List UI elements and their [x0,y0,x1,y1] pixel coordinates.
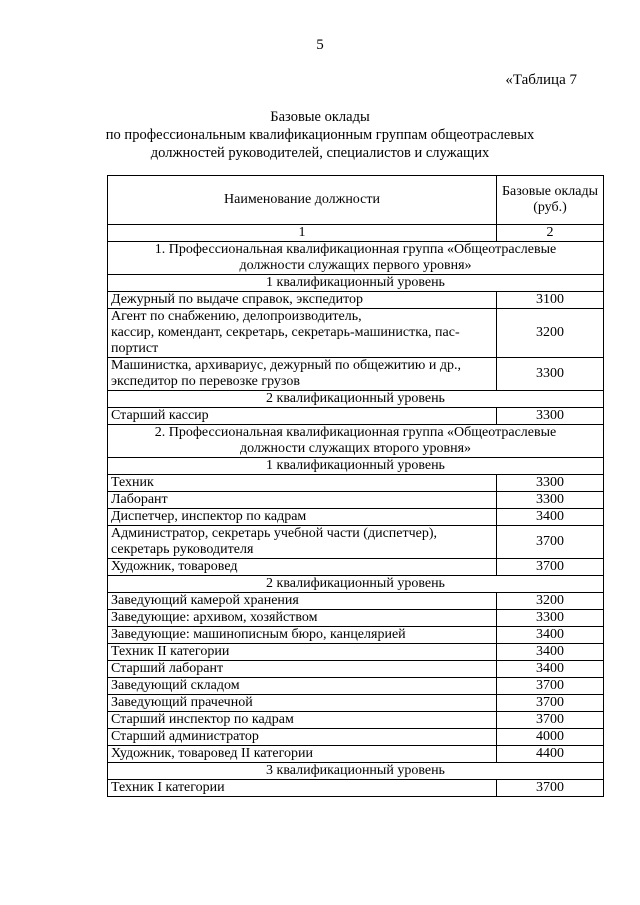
document-title [0,108,640,162]
table-row [108,661,604,678]
level-header-row [108,275,604,292]
position-name [108,746,497,763]
salary-value: 3400 [497,661,604,678]
position-name-line: Техник II категории [111,644,230,659]
position-name [108,729,497,746]
column-number-1: 1 [108,225,497,242]
position-name-line: Художник, товаровед [111,559,238,574]
table-row [108,746,604,763]
position-name-line: Диспетчер, инспектор по кадрам [111,509,307,524]
table-row [108,627,604,644]
salary-value: 3200 [497,593,604,610]
position-name [108,712,497,729]
position-name [108,627,497,644]
table-row [108,358,604,391]
group-title-line: должности служащих второго уровня» [239,441,472,456]
table-row [108,593,604,610]
position-name-line: Заведующий прачечной [111,695,253,710]
salary-table [107,175,604,797]
salary-value: 4000 [497,729,604,746]
salary-value: 3700 [497,678,604,695]
position-name [108,593,497,610]
position-name [108,358,497,391]
table-row [108,475,604,492]
table-label: «Таблица 7 [505,72,577,88]
group-title [108,242,604,275]
position-name-line: Администратор, секретарь учебной части (диспетчер), [111,526,438,541]
position-name-line: секретарь руководителя [111,542,254,557]
table-row [108,492,604,509]
position-name-line: Техник [111,475,154,490]
salary-value: 3700 [497,526,604,559]
table-row [108,695,604,712]
level-label: 3 квалификационный уровень [108,763,604,780]
position-name-line: Лаборант [111,492,168,507]
table-row [108,712,604,729]
page-number: 5 [316,37,324,53]
table-row [108,644,604,661]
level-label: 1 квалификационный уровень [108,458,604,475]
salary-value: 3300 [497,492,604,509]
position-name [108,526,497,559]
position-name [108,678,497,695]
level-label: 2 квалификационный уровень [108,391,604,408]
group-title-line: 1. Профессиональная квалификационная группа «Общеотраслевые [154,242,557,257]
position-name [108,492,497,509]
position-name [108,644,497,661]
position-name [108,309,497,358]
salary-value: 3700 [497,695,604,712]
group-header-row [108,242,604,275]
position-name-line: экспедитор по перевозке грузов [111,374,300,389]
salary-value: 3200 [497,309,604,358]
table-row [108,292,604,309]
position-name-line: кассир, комендант, секретарь, секретарь-машинистка, пас- [111,325,460,340]
title-line: должностей руководителей, специалистов и служащих [150,145,490,161]
position-name-line: Заведующие: машинописным бюро, канцелярией [111,627,406,642]
level-header-row [108,763,604,780]
salary-value: 3100 [497,292,604,309]
group-title-line: должности служащих первого уровня» [239,258,472,273]
salary-value: 3700 [497,559,604,576]
position-name-line: Техник I категории [111,780,225,795]
position-name-line: Художник, товаровед II категории [111,746,313,761]
position-name-line: Заведующий складом [111,678,240,693]
column-number-row [108,225,604,242]
position-name [108,559,497,576]
table-row [108,509,604,526]
table-row [108,526,604,559]
column-header-position: Наименование должности [108,176,497,225]
salary-value: 3300 [497,358,604,391]
salary-value: 4400 [497,746,604,763]
position-name-line: Старший администратор [111,729,259,744]
position-name-line: Машинистка, архивариус, дежурный по общежитию и др., [111,358,461,373]
group-title-line: 2. Профессиональная квалификационная группа «Общеотраслевые [154,425,557,440]
table-row [108,309,604,358]
salary-value: 3400 [497,509,604,526]
level-label: 1 квалификационный уровень [108,275,604,292]
position-name-line: Заведующий камерой хранения [111,593,299,608]
title-line: по профессиональным квалификационным группам общеотраслевых [105,127,535,143]
position-name [108,695,497,712]
salary-value: 3300 [497,610,604,627]
position-name-line: портист [111,341,159,356]
table-row [108,729,604,746]
position-name-line: Заведующие: архивом, хозяйством [111,610,318,625]
position-name [108,408,497,425]
title-line: Базовые оклады [270,109,370,125]
position-name [108,610,497,627]
salary-value: 3700 [497,780,604,797]
table-row [108,408,604,425]
table-row [108,559,604,576]
table-row [108,610,604,627]
position-name [108,661,497,678]
salary-value: 3300 [497,475,604,492]
position-name-line: Старший лаборант [111,661,224,676]
position-name-line: Старший кассир [111,408,209,423]
salary-value: 3400 [497,644,604,661]
position-name [108,292,497,309]
position-name-line: Агент по снабжению, делопроизводитель, [111,309,362,324]
salary-value: 3300 [497,408,604,425]
group-title [108,425,604,458]
position-name-line: Дежурный по выдаче справок, экспедитор [111,292,364,307]
position-name [108,780,497,797]
level-header-row [108,458,604,475]
position-name [108,509,497,526]
table-row [108,678,604,695]
level-label: 2 квалификационный уровень [108,576,604,593]
column-header-salary-line2: (руб.) [533,200,567,215]
group-header-row [108,425,604,458]
column-header-salary-line1: Базовые оклады [502,184,598,199]
position-name-line: Старший инспектор по кадрам [111,712,294,727]
salary-value: 3400 [497,627,604,644]
level-header-row [108,391,604,408]
level-header-row [108,576,604,593]
position-name [108,475,497,492]
table-body [108,242,604,797]
table-header-row [108,176,604,225]
column-number-2: 2 [497,225,604,242]
column-header-salary [497,176,604,225]
table-row [108,780,604,797]
salary-value: 3700 [497,712,604,729]
